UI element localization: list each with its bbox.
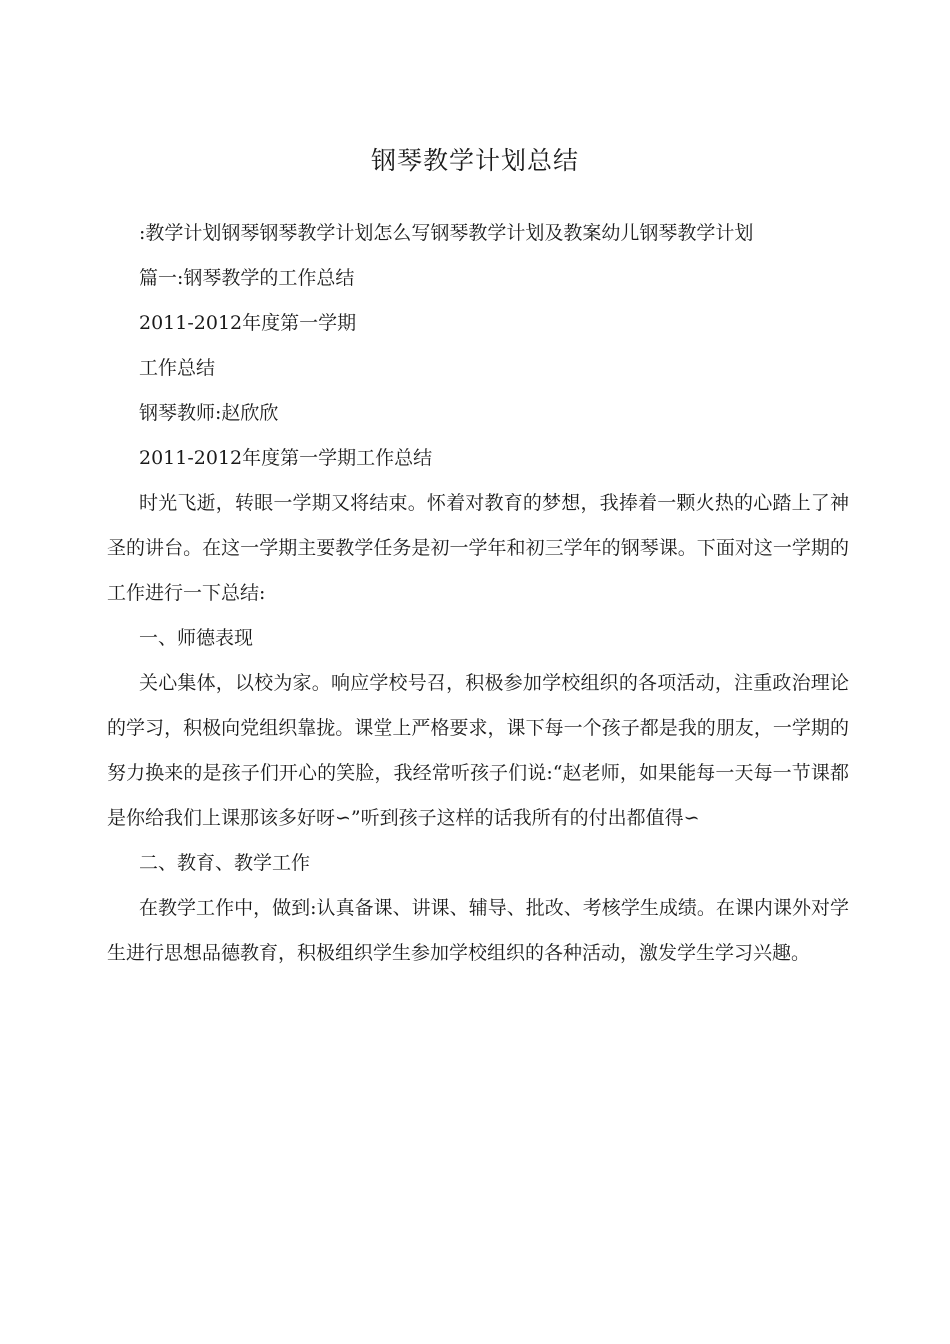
paragraph-summary-label: 工作总结 [139, 357, 216, 379]
paragraph-keywords: :教学计划钢琴钢琴教学计划怎么写钢琴教学计划及教案幼儿钢琴教学计划 [139, 222, 754, 244]
paragraph-summary-heading: 2011-2012年度第一学期工作总结 [139, 447, 433, 469]
document-body [107, 211, 849, 976]
section-heading-ethics: 一、师德表现 [139, 627, 254, 649]
paragraph-teacher: 钢琴教师:赵欣欣 [139, 402, 279, 424]
document-title: 钢琴教学计划总结 [370, 146, 579, 175]
paragraph-term: 2011-2012年度第一学期 [139, 312, 357, 334]
paragraph-teaching: 在教学工作中，做到:认真备课、讲课、辅导、批改、考核学生成绩。在课内课外对学生进行思想品德教育，积极组织学生参加学校组织的各种活动，激发学生学习兴趣。 [107, 897, 849, 964]
paragraph-article-title: 篇一:钢琴教学的工作总结 [139, 267, 355, 289]
section-heading-teaching: 二、教育、教学工作 [139, 852, 311, 874]
paragraph-ethics: 关心集体，以校为家。响应学校号召，积极参加学校组织的各项活动，注重政治理论的学习，积极向党组织靠拢。课堂上严格要求，课下每一个孩子都是我的朋友，一学期的努力换来的是孩子们开心的笑脸，我经常听孩子们说:“赵老师，如果能每一天每一节课都是你给我们上课那该多好呀∽”听到孩子这样的话我所有的付出都值得∽ [107, 672, 849, 829]
paragraph-intro: 时光飞逝，转眼一学期又将结束。怀着对教育的梦想，我捧着一颗火热的心踏上了神圣的讲台。在这一学期主要教学任务是初一学年和初三学年的钢琴课。下面对这一学期的工作进行一下总结: [107, 492, 849, 604]
